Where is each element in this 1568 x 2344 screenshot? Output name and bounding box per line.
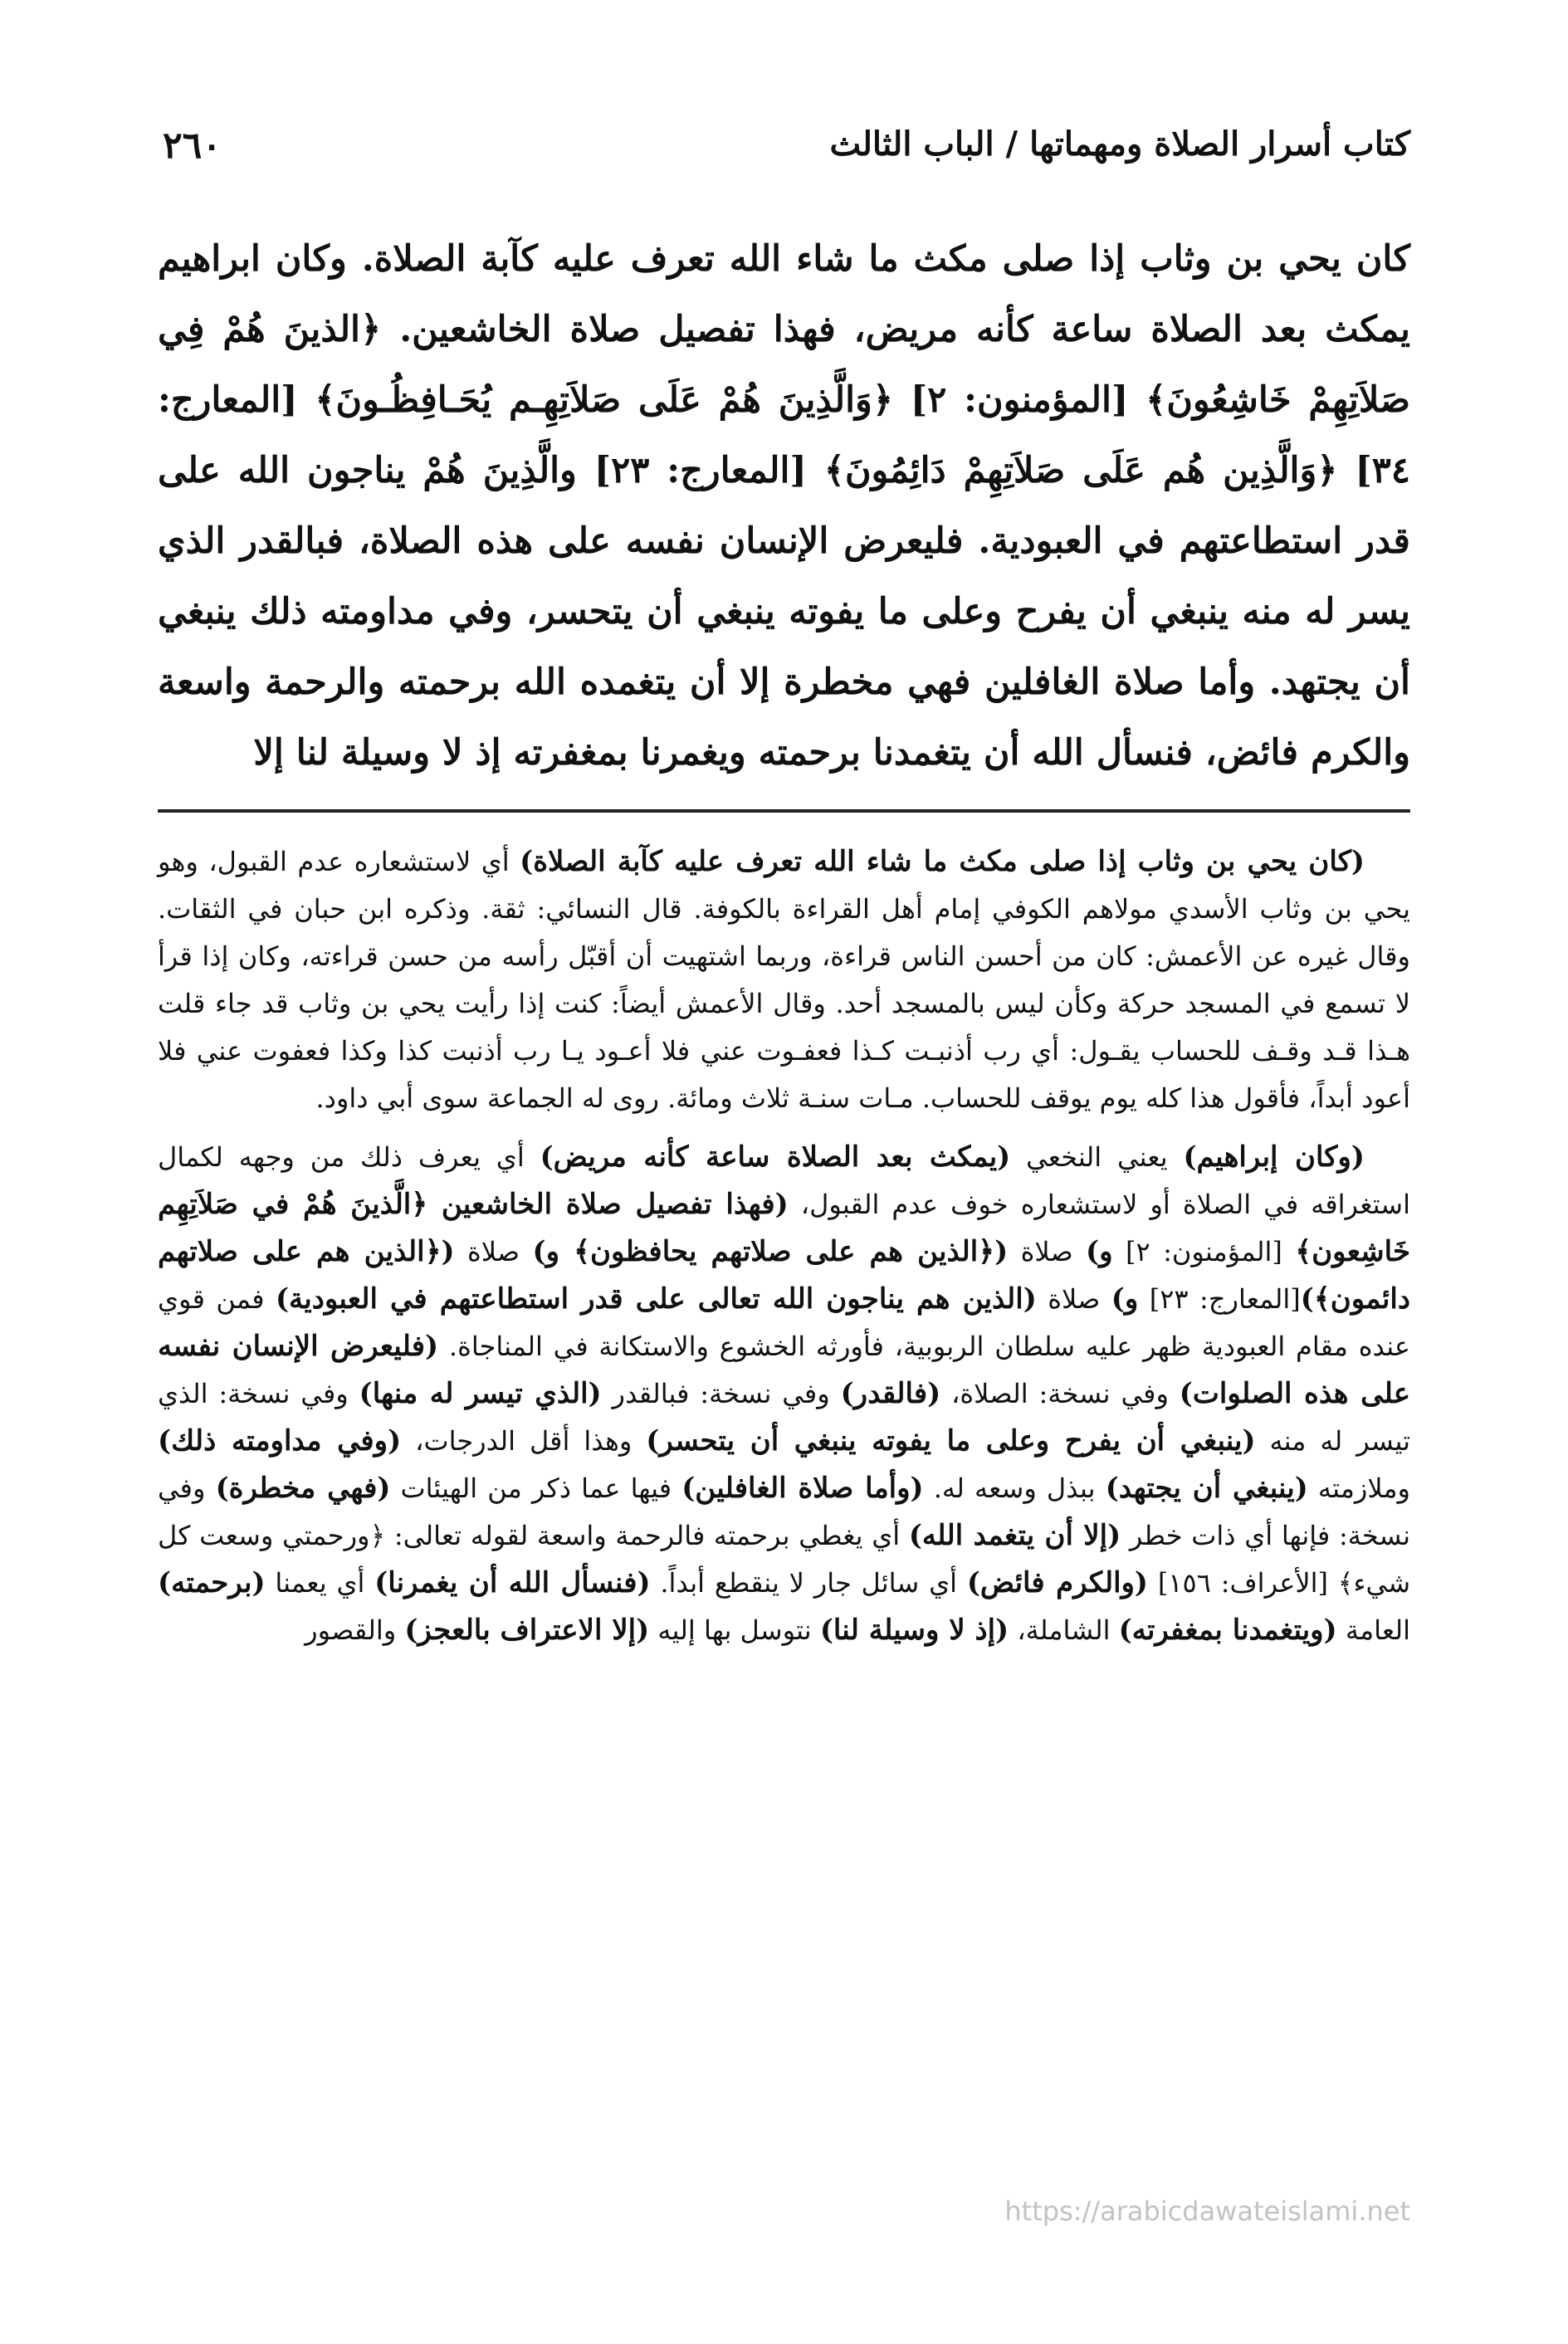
commentary-segment: وملازمته: [1307, 1472, 1411, 1504]
commentary-segment: والقصور: [305, 1614, 405, 1646]
commentary-segment: (فهي مخطرة): [215, 1472, 391, 1505]
commentary-segment: (وأما صلاة الغافلين): [681, 1472, 924, 1505]
commentary-segment: أي سائل جار لا ينقطع أبداً.: [650, 1567, 967, 1599]
commentary-segment: وفي نسخة: الصلاة،: [940, 1378, 1180, 1409]
commentary: [158, 838, 1410, 1666]
commentary-segment: [المؤمنون: ٢]: [1112, 1236, 1296, 1267]
commentary-segment: (فليعرض الإنسان نفسه على هذه الصلوات): [158, 1330, 1411, 1410]
main-text: كان يحي بن وثاب إذا صلى مكث ما شاء الله تعرف عليه كآبة الصلاة. وكان ابراهيم يمكث بعد الصلاة ساعة كأنه مريض، فهذا تفصيل صلاة الخاشعين. ﴿الذينَ هُمْ فِي صَلاَتِهِمْ خَاشِعُونَ﴾ [المؤمنون: ٢] ﴿وَالَّذِينَ هُمْ عَلَى صَلاَتِهِـم يُحَـافِظُـونَ﴾ [المعارج: ٣٤] ﴿وَالَّذِين هُم عَلَى صَلاَتِهِمْ دَائِمُونَ﴾ [المعارج: ٢٣] والَّذِينَ هُمْ يناجون الله على قدر استطاعتهم في العبودية. فليعرض الإنسان نفسه على هذه الصلاة، فبالقدر الذي يسر له منه ينبغي أن يفرح وعلى ما يفوته ينبغي أن يتحسر، وفي مداومته ذلك ينبغي أن يجتهد. وأما صلاة الغافلين فهي مخطرة إلا أن يتغمده الله برحمته والرحمة واسعة والكرم فائض، فنسأل الله أن يتغمدنا برحمته ويغمرنا بمغفرته إذ لا وسيلة لنا إلا: [158, 238, 1410, 774]
commentary-segment: (وكان إبراهيم): [1183, 1140, 1365, 1174]
commentary-segment: (فالقدر): [840, 1377, 941, 1410]
page-header: [163, 125, 1410, 183]
commentary-segment: صلاة: [1008, 1236, 1087, 1267]
commentary-segment: صلاة: [454, 1236, 533, 1267]
commentary-segment: (ينبغي أن يجتهد): [1105, 1472, 1308, 1505]
commentary-segment: أي يغطي برحمته فالرحمة واسعة لقوله تعالى: ﴿ورحمتي وسعت كل شيء﴾ [الأعراف: ١٥٦]: [158, 1520, 1411, 1599]
commentary-segment: (ويتغمدنا بمغفرته): [1118, 1614, 1337, 1647]
commentary-segment: (وفي مداومته ذلك): [158, 1424, 402, 1458]
commentary-segment: فمن قوي عنده مقام العبودية ظهر عليه سلطان الربوبية، فأورثه الخشوع والاستكانة في المناجاة.: [158, 1283, 1410, 1362]
commentary-segment: الشاملة،: [1009, 1614, 1119, 1646]
commentary-segment: (إلا الاعتراف بالعجز): [404, 1614, 650, 1647]
commentary-segment: (﴿الذين هم على صلاتهم يحافظون﴾ و): [532, 1235, 1009, 1268]
commentary-segment: وهذا أقل الدرجات،: [401, 1425, 647, 1457]
commentary-segment: و): [1111, 1282, 1139, 1316]
commentary-segment: (فهذا تفصيل صلاة الخاشعين ﴿الَّذينَ هُمْ في صَلاَتِهِم خَاشِعون﴾: [158, 1188, 1410, 1268]
commentary-segment: فيها عما ذكر من الهيئات: [390, 1472, 682, 1504]
commentary-segment: [المعارج: ٢٣]: [1138, 1283, 1301, 1315]
commentary-segment: (ينبغي أن يفرح وعلى ما يفوته ينبغي أن يتحسر): [646, 1424, 1256, 1458]
commentary-segment: صلاة: [1036, 1283, 1111, 1315]
running-title: كتاب أسرار الصلاة ومهماتها / الباب الثالث: [829, 125, 1410, 164]
commentary-paragraph-2: [158, 1134, 1410, 1654]
commentary-segment: ببذل وسعه له.: [923, 1472, 1106, 1504]
divider: [158, 809, 1410, 813]
commentary-segment: (يمكث بعد الصلاة ساعة كأنه مريض): [540, 1140, 1011, 1174]
page-number: ٢٦٠: [163, 125, 222, 167]
commentary-segment: (الذي تيسر له منها): [359, 1377, 602, 1410]
commentary-segment: يعني النخعي: [1010, 1141, 1184, 1173]
commentary-segment: أي يعمنا: [265, 1567, 375, 1599]
commentary-segment: وفي نسخة: فبالقدر: [601, 1378, 841, 1409]
commentary-paragraph-1: [158, 838, 1410, 1122]
commentary-segment: وفي نسخة: فإنها أي ذات خطر: [158, 1472, 1411, 1551]
watermark-url: https://arabicdawateislami.net: [1004, 2195, 1410, 2227]
commentary-segment: (برحمته): [158, 1566, 266, 1599]
commentary-segment: (إلا أن يتغمد الله): [908, 1519, 1121, 1552]
commentary-segment: (والكرم فائض): [966, 1566, 1149, 1599]
commentary-segment: (فنسأل الله أن يغمرنا): [374, 1566, 651, 1599]
commentary-segment: (﴿الذين هم على صلاتهم دائمون﴾): [158, 1235, 1411, 1316]
commentary-segment: أي لاستشعاره عدم القبول، وهو يحي بن وثاب الأسدي مولاهم الكوفي إمام أهل القراءة بالكوفة. قال النسائي: ثقة. وذكره ابن حبان في الثقات. وقال غيره عن الأعمش: كان من أحسن الناس قراءة، وربما اشتهيت أن أقبّل رأسه من حسن قراءته، وكان إذا قرأ لا تسمع في المسجد حركة وكأن ليس بالمسجد أحد. وقال الأعمش أيضاً: كنت إذا رأيت يحي بن وثاب قد جاء قلت هـذا قـد وقـف للحساب يقـول: أي رب أذنبـت كـذا فعفـوت عني فلا أعـود يـا رب أذنبت كذا وكذا فعفوت عني فلا أعود أبداً، فأقول هذا كله يوم يوقف للحساب. مـات سنـة ثلاث ومائة. روى له الجماعة سوى أبي داود.: [158, 846, 1411, 1114]
commentary-segment: و): [1086, 1235, 1113, 1268]
commentary-segment: العامة: [1336, 1614, 1410, 1646]
commentary-segment: (كان يحي بن وثاب إذا صلى مكث ما شاء الله تعرف عليه كآبة الصلاة): [520, 845, 1365, 878]
commentary-segment: نتوسل بها إليه: [649, 1614, 820, 1646]
commentary-segment: وفي نسخة: الذي تيسر له منه: [158, 1378, 1411, 1457]
commentary-segment: (إذ لا وسيلة لنا): [819, 1614, 1009, 1647]
commentary-segment: (الذين هم يناجون الله تعالى على قدر استطاعتهم في العبودية): [275, 1282, 1037, 1316]
commentary-segment: أي يعرف ذلك من وجهه لكمال استغراقه في الصلاة أو لاستشعاره خوف عدم القبول،: [158, 1141, 1411, 1220]
